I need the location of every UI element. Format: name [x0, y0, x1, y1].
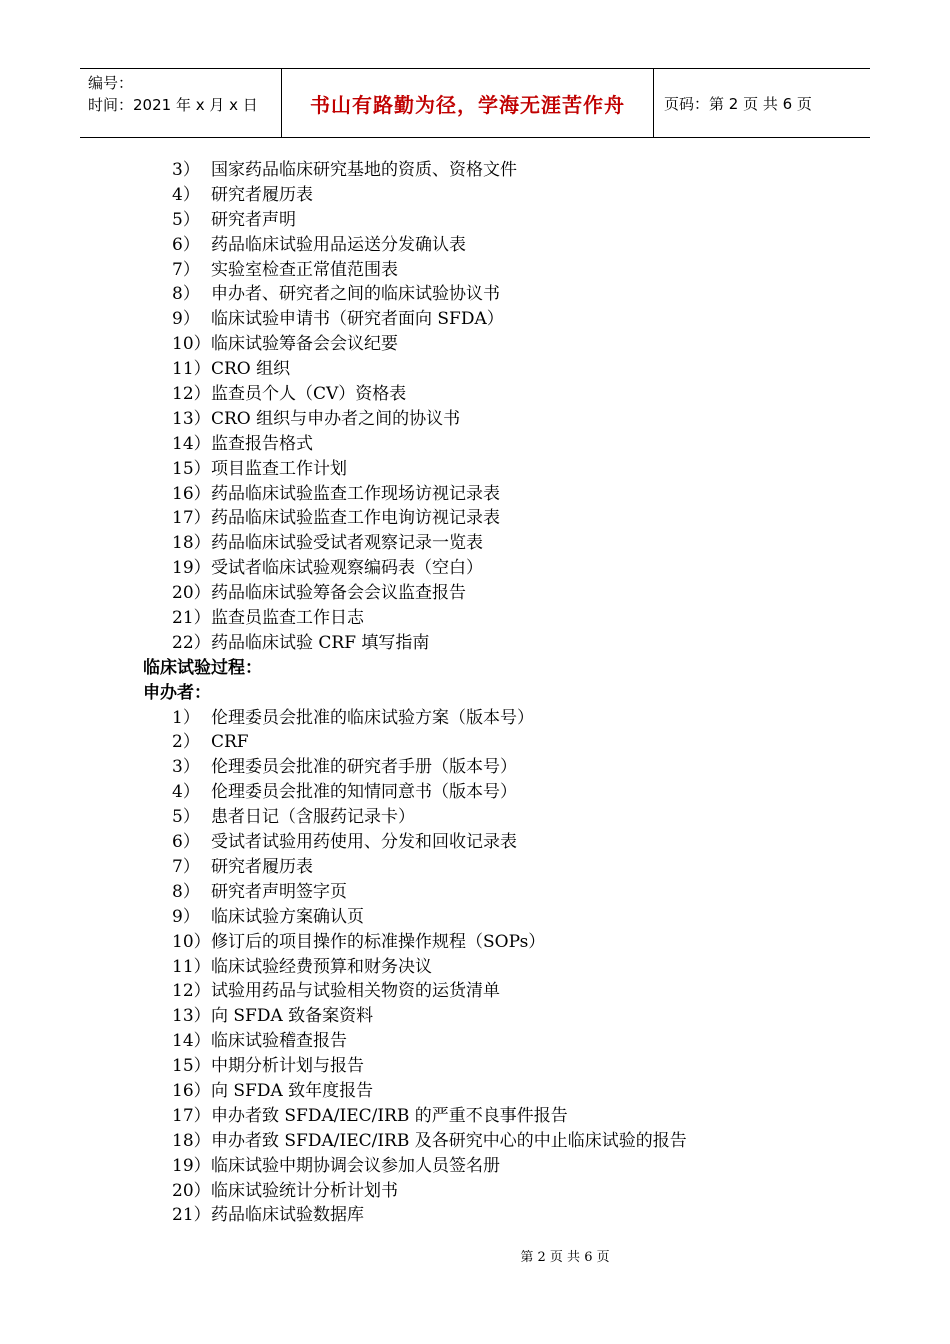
list-item-text: 临床试验中期协调会议参加人员签名册: [211, 1155, 500, 1176]
list-item-text: 药品临床试验受试者观察记录一览表: [211, 533, 483, 554]
section-heading-process: 临床试验过程：: [143, 657, 262, 678]
list-item-number: 11）: [172, 359, 211, 380]
list-item: [0, 307, 950, 332]
list-item-number: 13）: [172, 408, 211, 429]
list-item-text: 修订后的项目操作的标准操作规程（SOPs）: [211, 931, 546, 952]
list-item-number: 1）: [172, 707, 200, 728]
header-motto: 书山有路勤为径，学海无涯苦作舟: [282, 69, 654, 137]
list-item: [0, 407, 950, 432]
list-item: [0, 930, 950, 955]
list-item-text: 申办者致 SFDA/IEC/IRB 的严重不良事件报告: [211, 1105, 568, 1126]
list-item: [0, 258, 950, 283]
list-item-text: 向 SFDA 致年度报告: [211, 1080, 374, 1101]
list-item-text: 受试者试验用药使用、分发和回收记录表: [211, 832, 517, 853]
list-item-text: 药品临床试验用品运送分发确认表: [211, 234, 466, 255]
list-item: [0, 1004, 950, 1029]
list-item: [0, 1079, 950, 1104]
list-item: [0, 482, 950, 507]
list-item-number: 19）: [172, 558, 211, 579]
list-item-number: 3）: [172, 757, 200, 778]
list-item-text: 研究者履历表: [211, 184, 313, 205]
list-item-text: 临床试验经费预算和财务决议: [211, 956, 432, 977]
sponsor-document-list: [0, 706, 950, 1229]
list-item: [0, 1029, 950, 1054]
list-item-number: 19）: [172, 1155, 211, 1176]
list-item-number: 12）: [172, 981, 211, 1002]
list-item: [0, 855, 950, 880]
list-item-number: 18）: [172, 1130, 211, 1151]
list-item: [0, 1129, 950, 1154]
list-item-text: 监查报告格式: [211, 433, 313, 454]
list-item-number: 7）: [172, 259, 200, 280]
footer-page-number: 第 2 页 共 6 页: [520, 1250, 610, 1265]
list-item-number: 10）: [172, 334, 211, 355]
list-item-text: 国家药品临床研究基地的资质、资格文件: [211, 160, 517, 180]
header-meta: [80, 69, 282, 137]
list-item-number: 15）: [172, 458, 211, 479]
list-item-text: CRO 组织: [211, 359, 291, 380]
list-item: [0, 755, 950, 780]
list-item-number: 14）: [172, 433, 211, 454]
list-item-number: 6）: [172, 234, 200, 255]
list-item-number: 17）: [172, 508, 211, 529]
list-item-number: 5）: [172, 209, 200, 230]
list-item-text: 临床试验统计分析计划书: [211, 1180, 398, 1201]
list-item: [0, 1154, 950, 1179]
list-item: [0, 531, 950, 556]
list-item-text: 患者日记（含服药记录卡）: [211, 807, 415, 828]
list-item: [0, 706, 950, 731]
list-item: [0, 158, 950, 183]
list-item: [0, 979, 950, 1004]
document-body: [0, 158, 950, 1228]
list-item-number: 12）: [172, 384, 211, 405]
list-item: [0, 183, 950, 208]
list-item-number: 5）: [172, 807, 200, 828]
list-item: [0, 730, 950, 755]
list-item-number: 20）: [172, 583, 211, 604]
list-item: [0, 208, 950, 233]
list-item-text: 药品临床试验监查工作现场访视记录表: [211, 483, 500, 504]
list-item-number: 11）: [172, 956, 211, 977]
list-item: [0, 581, 950, 606]
list-item: [0, 233, 950, 258]
list-item-number: 4）: [172, 184, 200, 205]
list-item-number: 10）: [172, 931, 211, 952]
list-item: [0, 805, 950, 830]
list-item: [0, 880, 950, 905]
list-item-text: 向 SFDA 致备案资料: [211, 1006, 374, 1027]
list-item-text: 申办者致 SFDA/IEC/IRB 及各研究中心的中止临床试验的报告: [211, 1130, 687, 1151]
list-item-text: 受试者临床试验观察编码表（空白）: [211, 558, 483, 579]
list-item-number: 18）: [172, 533, 211, 554]
document-list-continued: [0, 158, 950, 656]
list-item: [0, 1054, 950, 1079]
list-item: [0, 1104, 950, 1129]
list-item: [0, 830, 950, 855]
list-item-number: 9）: [172, 906, 200, 927]
list-item-text: 临床试验筹备会会议纪要: [211, 334, 398, 355]
list-item: [0, 631, 950, 656]
list-item-text: 药品临床试验筹备会会议监查报告: [211, 583, 466, 604]
list-item-number: 4）: [172, 782, 200, 803]
list-item-text: 药品临床试验 CRF 填写指南: [211, 632, 430, 653]
list-item-text: 监查员个人（CV）资格表: [211, 384, 407, 405]
list-item-number: 2）: [172, 732, 200, 753]
list-item: [0, 457, 950, 482]
list-item-text: 药品临床试验监查工作电询访视记录表: [211, 508, 500, 529]
list-item-number: 7）: [172, 856, 200, 877]
list-item: [0, 432, 950, 457]
section-heading-sponsor: 申办者：: [143, 682, 211, 703]
list-item: [0, 282, 950, 307]
list-item-number: 14）: [172, 1031, 211, 1052]
list-item-text: 伦理委员会批准的研究者手册（版本号）: [211, 757, 517, 778]
list-item-text: 研究者声明: [211, 209, 296, 230]
list-item-text: CRF: [211, 732, 249, 753]
list-item-text: CRO 组织与申办者之间的协议书: [211, 408, 461, 429]
list-item: [0, 357, 950, 382]
list-item: [0, 1203, 950, 1228]
list-item-text: 项目监查工作计划: [211, 458, 347, 479]
list-item-text: 试验用药品与试验相关物资的运货清单: [211, 981, 500, 1002]
list-item: [0, 905, 950, 930]
list-item-text: 监查员监查工作日志: [211, 608, 364, 629]
list-item-text: 药品临床试验数据库: [211, 1205, 364, 1226]
list-item-text: 临床试验稽查报告: [211, 1031, 347, 1052]
header-page-info: 页码：第 2 页 共 6 页: [664, 94, 812, 113]
list-item-number: 22）: [172, 632, 211, 653]
page-header: [80, 68, 870, 138]
list-item: [0, 506, 950, 531]
list-item-text: 伦理委员会批准的知情同意书（版本号）: [211, 782, 517, 803]
list-item-text: 研究者声明签字页: [211, 881, 347, 902]
list-item-number: 9）: [172, 309, 200, 330]
list-item-text: 申办者、研究者之间的临床试验协议书: [211, 284, 500, 305]
list-item-number: 16）: [172, 1080, 211, 1101]
list-item-number: 8）: [172, 881, 200, 902]
page-footer: [0, 1246, 950, 1265]
list-item: [0, 955, 950, 980]
list-item-number: 13）: [172, 1006, 211, 1027]
list-item: [0, 1179, 950, 1204]
list-item-number: 16）: [172, 483, 211, 504]
list-item-number: 6）: [172, 832, 200, 853]
document-date: 时间：2021 年 x 月 x 日: [88, 96, 258, 114]
list-item-number: 17）: [172, 1105, 211, 1126]
list-item-text: 研究者履历表: [211, 856, 313, 877]
list-item-number: 21）: [172, 608, 211, 629]
list-item: [0, 606, 950, 631]
list-item: [0, 332, 950, 357]
list-item-number: 15）: [172, 1056, 211, 1077]
list-item-text: 临床试验申请书（研究者面向 SFDA）: [211, 309, 504, 330]
list-item: [0, 780, 950, 805]
list-item-number: 8）: [172, 284, 200, 305]
list-item: [0, 382, 950, 407]
list-item-text: 实验室检查正常值范围表: [211, 259, 398, 280]
document-number-label: 编号：: [88, 74, 134, 92]
list-item: [0, 556, 950, 581]
list-item-text: 临床试验方案确认页: [211, 906, 364, 927]
list-item-number: 21）: [172, 1205, 211, 1226]
list-item-text: 伦理委员会批准的临床试验方案（版本号）: [211, 707, 534, 728]
list-item-number: 20）: [172, 1180, 211, 1201]
list-item-number: 3）: [172, 160, 200, 180]
list-item-text: 中期分析计划与报告: [211, 1056, 364, 1077]
